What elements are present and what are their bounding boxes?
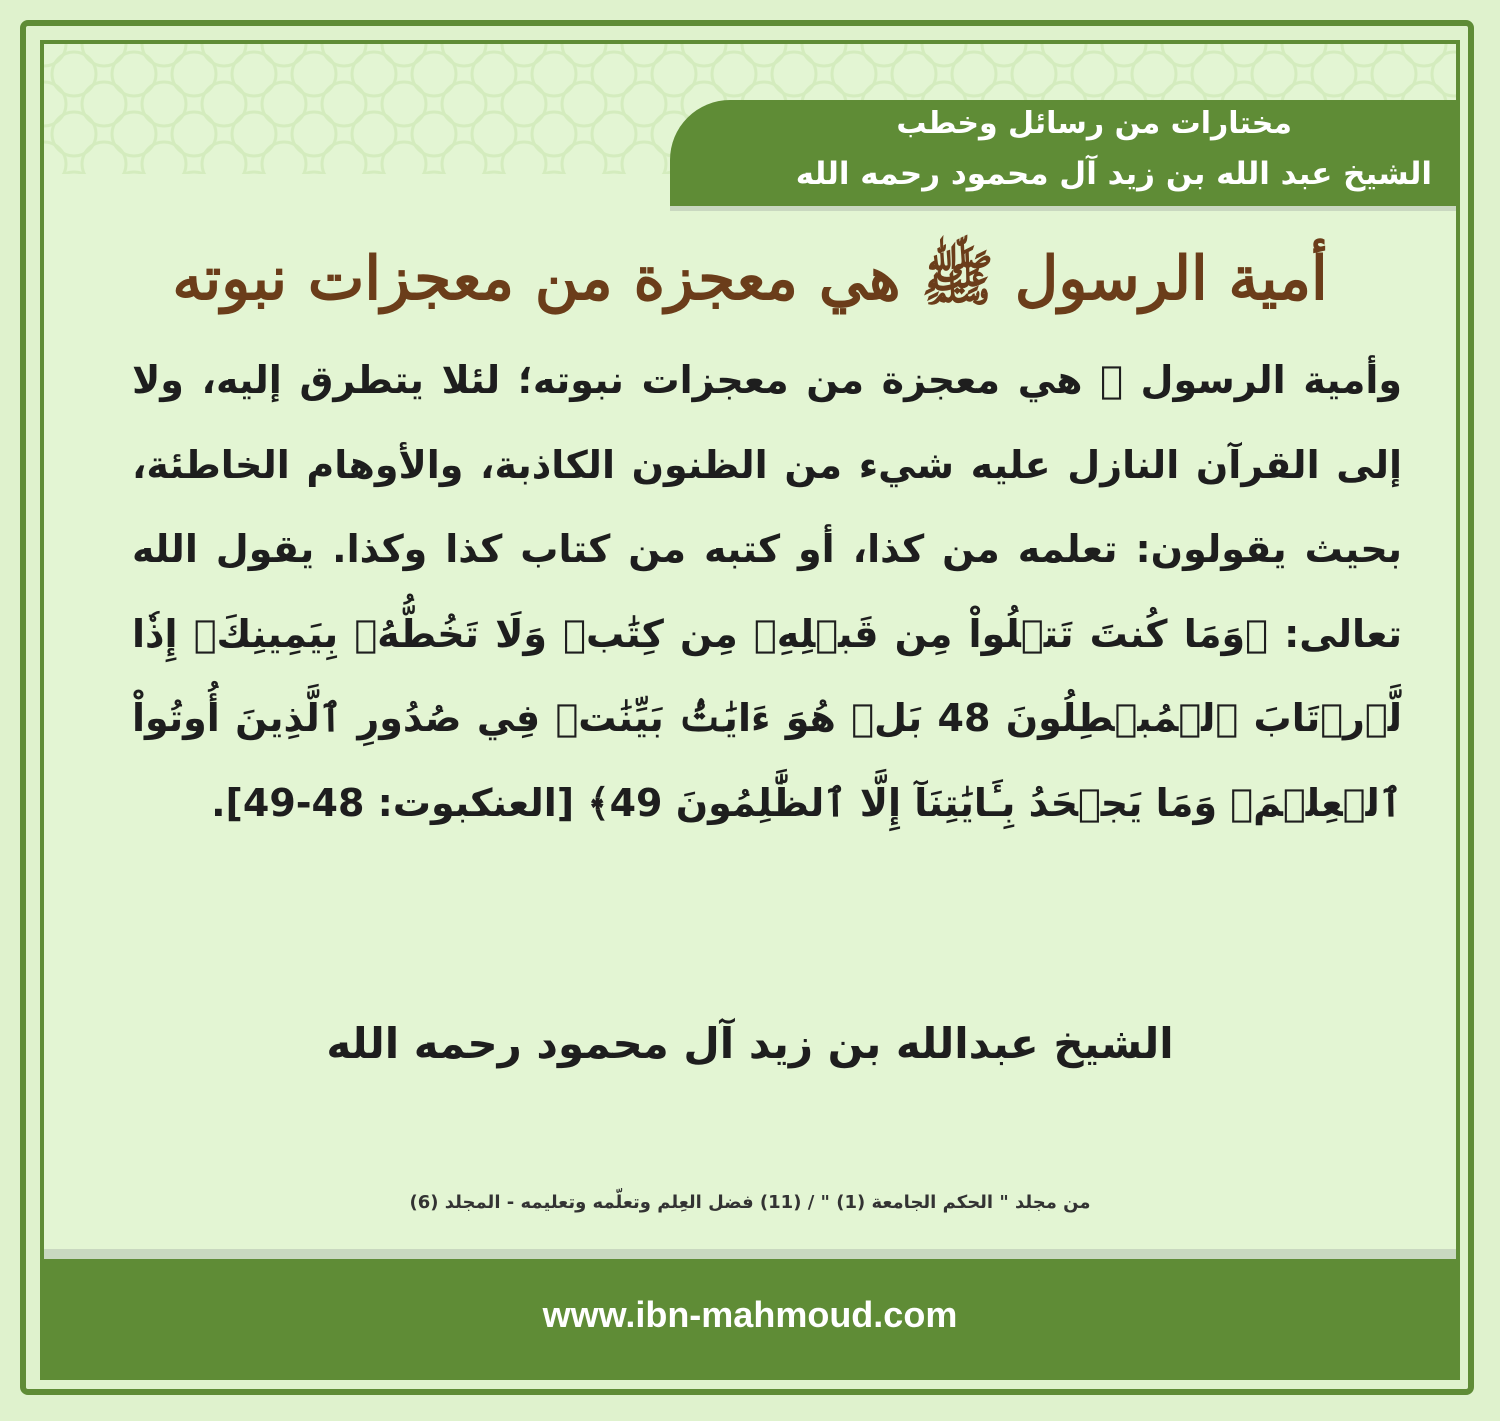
source-citation: من مجلد " الحكم الجامعة (1) " / (11) فضل العِلم وتعلّمه وتعليمه - المجلد (6) — [409, 1192, 1091, 1213]
header-author-name: الشيخ عبد الله بن زيد آل محمود رحمه الله — [795, 156, 1432, 192]
header-series-title: مختارات من رسائل وخطب — [896, 106, 1292, 141]
header-banner — [670, 100, 1456, 206]
footer-divider — [44, 1249, 1456, 1259]
website-link[interactable]: www.ibn-mahmoud.com — [542, 1294, 958, 1335]
body-paragraph: وأمية الرسول ﷺ هي معجزة من معجزات نبوته؛ لئلا يتطرق إليه، ولا إلى القرآن النازل عليه شيء من الظنون الكاذبة، والأوهام الخاطئة، بحيث يقولون: تعلمه من كذا، أو كتبه من كتاب كذا وكذا. يقول الله تعالى: ﴿وَمَا كُنتَ تَتۡلُواْ مِن قَبۡلِهِۦ مِن كِتَٰبٖ وَلَا تَخُطُّهُۥ بِيَمِينِكَۖ إِذٗا لَّٱرۡتَابَ ٱلۡمُبۡطِلُونَ 48 بَلۡ هُوَ ءَايَٰتُۢ بَيِّنَٰتٞ فِي صُدُورِ ٱلَّذِينَ أُوتُواْ ٱلۡعِلۡمَۚ وَمَا يَجۡحَدُ بِـَٔايَٰتِنَآ إِلَّا ٱلظَّٰلِمُونَ 49﴾ [العنكبوت: 48-49]. — [132, 358, 1402, 825]
signature: الشيخ عبدالله بن زيد آل محمود رحمه الله — [326, 1019, 1174, 1068]
page-title: أمية الرسول ﷺ هي معجزة من معجزات نبوته — [172, 244, 1328, 314]
card — [40, 40, 1460, 1380]
footer-banner — [44, 1259, 1456, 1379]
